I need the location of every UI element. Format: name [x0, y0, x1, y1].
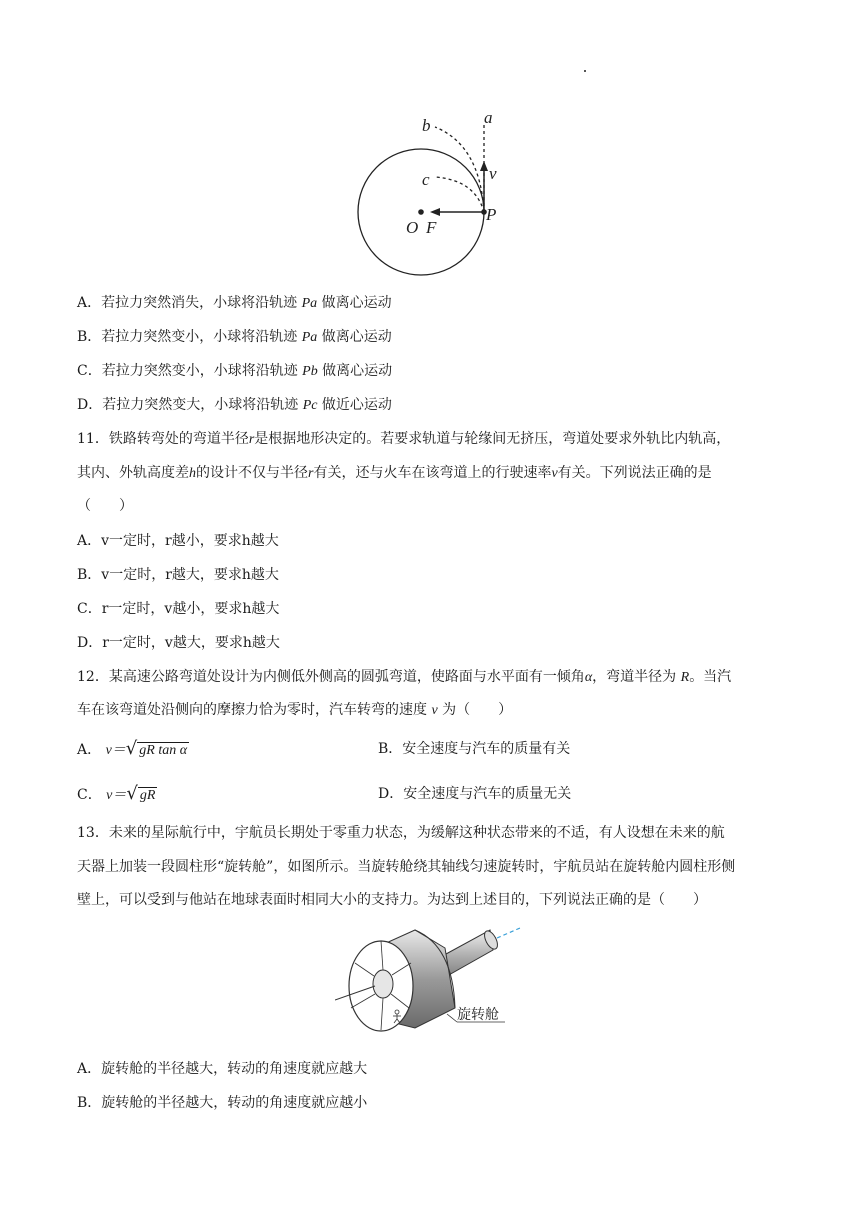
q10-d-suffix: 做近心运动: [317, 397, 392, 413]
fig1-label-c: c: [422, 170, 430, 189]
fig1-label-P: P: [486, 205, 497, 224]
q12-var-v: v: [431, 703, 438, 718]
q12-c-eq: v＝: [106, 788, 127, 803]
q11-stem-2: 是根据地形决定的。若要求轨道与轮缘间无挤压，弯道处要求外轨比内轨高，: [254, 431, 731, 447]
fig1-label-O: O: [406, 218, 419, 237]
q10-b-prefix: B．若拉力突然变小，小球将沿轨迹: [77, 329, 302, 345]
sqrt-icon: √: [125, 738, 138, 759]
q12-stem-3: 。当汽: [689, 669, 732, 685]
q10-option-a: [77, 292, 392, 312]
q11-var-h: h: [189, 466, 196, 481]
q12-stem-1: 12．某高速公路弯道处设计为内侧低外侧高的圆弧弯道，使路面与水平面有一倾角: [77, 669, 585, 685]
q11-c-text: r一定时，v越小，要求h越大: [101, 601, 280, 617]
q11-a-text: v一定时，r越小，要求h越大: [101, 533, 279, 549]
fig1-label-F: F: [426, 218, 437, 237]
q11-option-c: [77, 598, 279, 618]
circular-motion-figure: [340, 105, 520, 280]
q12-var-alpha: α: [584, 670, 593, 685]
q12-option-d: D．安全速度与汽车的质量无关: [378, 786, 572, 802]
q11-option-d: [77, 632, 280, 652]
q10-option-d: [77, 394, 392, 414]
q12-option-c: [77, 783, 157, 804]
q10-a-prefix: A．若拉力突然消失，小球将沿轨迹: [77, 295, 302, 311]
q12-a-label: A．: [77, 742, 102, 758]
q10-b-suffix: 做离心运动: [317, 329, 392, 345]
q11-var-r-2: r: [308, 466, 314, 481]
q11-stem-6: 有关。下列说法正确的是: [557, 465, 712, 481]
q10-option-b: [77, 326, 392, 346]
q11-stem-3: 其内、外轨高度差: [77, 465, 189, 481]
q12-stem-2: ，弯道半径为: [592, 669, 681, 685]
q11-d-label: D．: [77, 635, 103, 651]
q11-a-label: A．: [77, 533, 102, 549]
q11-var-r: r: [248, 432, 255, 447]
q11-blank: （ ）: [77, 498, 133, 514]
q11-stem-line2: [77, 462, 712, 482]
fig1-label-b: b: [422, 116, 431, 135]
q10-d-prefix: D．若拉力突然变大，小球将沿轨迹: [77, 397, 303, 413]
q10-option-c: [77, 360, 392, 380]
q12-a-radicand: gR tan α: [139, 743, 188, 758]
q13-option-a: A．旋转舱的半径越大，转动的角速度就应越大: [77, 1061, 368, 1077]
q10-b-var: Pa: [301, 330, 318, 345]
q12-option-a: [77, 738, 189, 759]
q11-option-b: [77, 564, 279, 584]
q10-a-var: Pa: [301, 296, 318, 311]
q13-stem-line3: 壁上，可以受到与他站在地球表面时相同大小的支持力。为达到上述目的，下列说法正确的是（ ）: [77, 892, 707, 908]
rotating-cabin-figure: [335, 918, 535, 1038]
q12-var-R: R: [680, 670, 690, 685]
q10-c-suffix: 做离心运动: [317, 363, 393, 379]
q11-stem-1: 11．铁路转弯处的弯道半径: [77, 431, 249, 447]
fig1-label-a: a: [484, 108, 493, 127]
q12-stem-5: 为（ ）: [437, 702, 513, 718]
q11-b-text: v一定时，r越大，要求h越大: [101, 567, 279, 583]
cabin-label: 旋转舱: [457, 1007, 499, 1023]
q12-c-radicand: gR: [139, 788, 156, 803]
q12-option-b: B．安全速度与汽车的质量有关: [378, 741, 571, 757]
q10-c-var: Pb: [302, 364, 318, 379]
sqrt-icon: √: [126, 783, 138, 804]
q12-c-label: C．: [77, 787, 102, 803]
q12-stem-4: 车在该弯道处沿侧向的摩擦力恰为零时，汽车转弯的速度: [77, 702, 432, 718]
q11-b-label: B．: [77, 567, 102, 583]
q10-d-var: Pc: [302, 398, 318, 413]
q12-a-eq: v＝: [105, 743, 126, 758]
q11-stem-4: 的设计不仅与半径: [196, 465, 308, 481]
page-dot: [584, 70, 586, 72]
q10-a-suffix: 做离心运动: [317, 295, 392, 311]
q10-c-prefix: C．若拉力突然变小，小球将沿轨迹: [77, 363, 303, 379]
q11-c-label: C．: [77, 601, 102, 617]
q11-stem-line1: [77, 428, 730, 448]
q11-var-v: v: [551, 466, 558, 481]
q11-d-text: r一定时，v越大，要求h越大: [102, 635, 280, 651]
q13-stem-line2: 天器上加装一段圆柱形“旋转舱”，如图所示。当旋转舱绕其轴线匀速旋转时，宇航员站在旋转舱内圆柱形侧: [77, 859, 736, 875]
q11-option-a: [77, 530, 279, 550]
q13-stem-line1: 13．未来的星际航行中，宇航员长期处于零重力状态，为缓解这种状态带来的不适，有人设想在未来的航: [77, 825, 725, 841]
q11-stem-5: 有关，还与火车在该弯道上的行驶速率: [313, 465, 552, 481]
q12-stem-line2: [77, 699, 512, 719]
fig1-label-v: v: [489, 164, 497, 183]
q13-option-b: B．旋转舱的半径越大，转动的角速度就应越小: [77, 1095, 368, 1111]
q12-stem-line1: [77, 666, 731, 686]
